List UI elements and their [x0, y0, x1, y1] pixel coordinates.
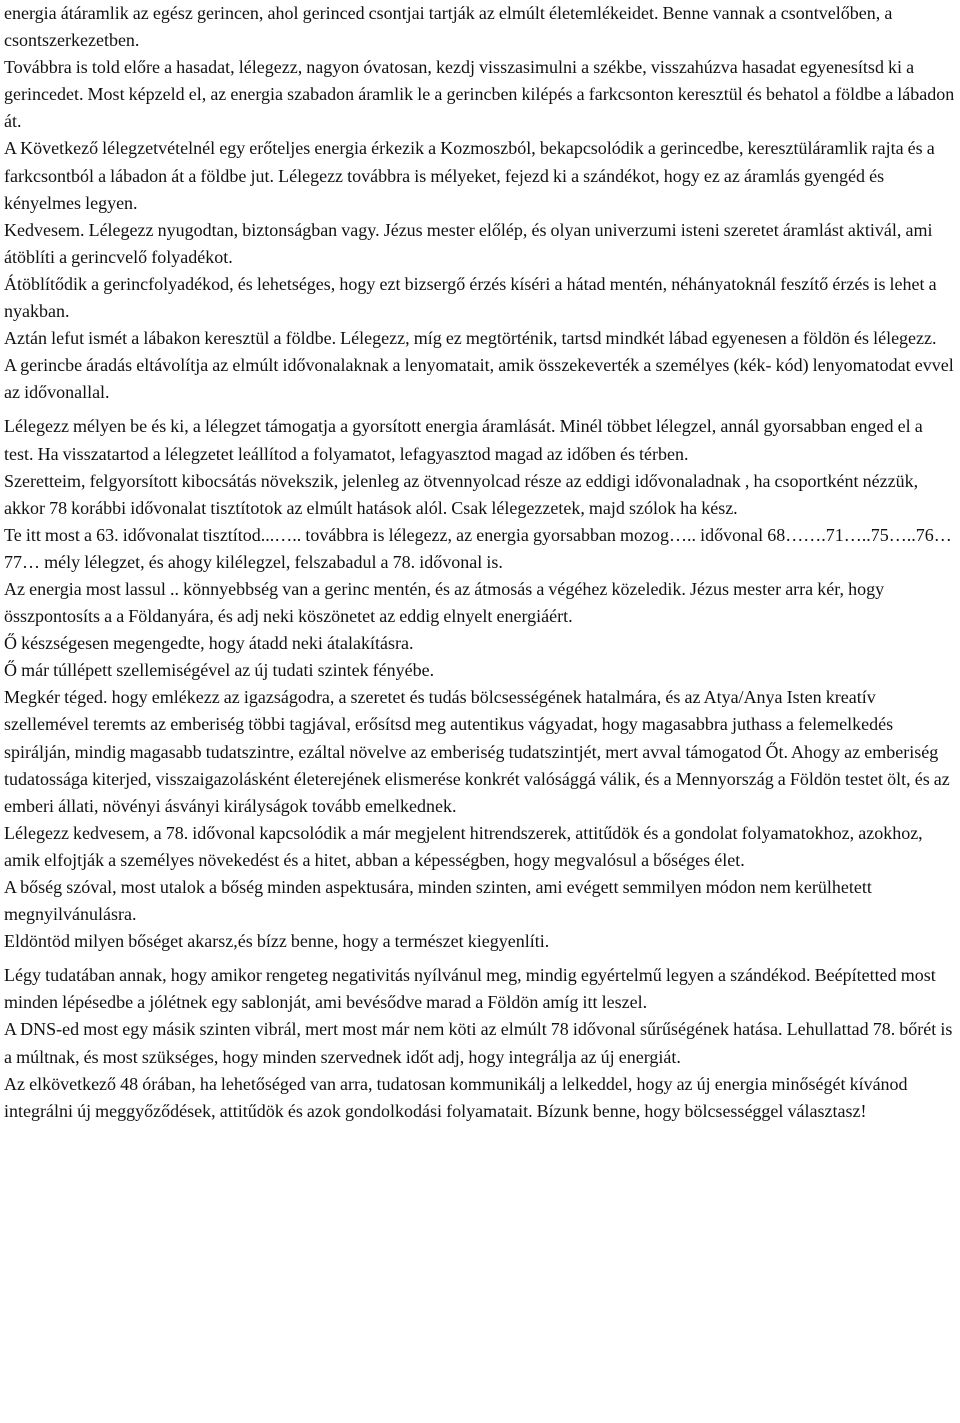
- paragraph-5: Átöblítődik a gerincfolyadékod, és lehetséges, hogy ezt bizsergő érzés kíséri a hátad mentén, néhányatoknál feszítő érzés is lehet a nyakban.: [4, 273, 937, 322]
- paragraph-3: A Következő lélegzetvételnél egy erőteljes energia érkezik a Kozmoszból, bekapcsolódik a gerincedbe, keresztüláramlik rajta és a farkcsontból a lábadon át a földbe jut. Lélegezz továbbra is mélyeket, fejezd ki a szándékot, hogy ez az áramlás gyengéd és kényelmes legyen.: [4, 138, 935, 213]
- paragraph-6: Aztán lefut ismét a lábakon keresztül a földbe. Lélegezz, míg ez megtörténik, tartsd mindkét lábad egyenesen a földön és lélegezz.: [4, 328, 937, 349]
- paragraph-20: Az elkövetkező 48 órában, ha lehetőséged van arra, tudatosan kommunikálj a lelkeddel, hogy az új energia minőségét kívánod integrálni új meggyőződések, attitűdök és azok gondolkodási folyamatait. Bízunk benne, hogy bölcsességgel választasz!: [4, 1073, 908, 1121]
- paragraph-2: Továbbra is told előre a hasadat, lélegezz, nagyon óvatosan, kezdj visszasimulni a székbe, visszahúzva hasadat egyenesítsd ki a gerincedet. Most képzeld el, az energia szabadon áramlik le a gerincben kilépés a farkcsonton keresztül és behatol a földbe a lábadon át.: [4, 57, 955, 132]
- paragraph-1: energia átáramlik az egész gerincen, ahol gerinced csontjai tartják az elmúlt életemlékeidet. Benne vannak a csontvelőben, a csontszerkezetben.: [4, 3, 893, 51]
- paragraph-17: Eldöntöd milyen bőséget akarsz,és bízz benne, hogy a természet kiegyenlíti.: [4, 931, 550, 952]
- paragraph-12: Ő készségesen megengedte, hogy átadd neki átalakításra.: [4, 633, 414, 654]
- paragraph-9: Szeretteim, felgyorsított kibocsátás növekszik, jelenleg az ötvennyolcad része az eddigi idővonaladnak , ha csoportként nézzük, akkor 78 korábbi idővonalat tisztítotok az elmúlt hatások alól. Csak lélegezzetek, majd szólok ha kész.: [4, 470, 919, 518]
- paragraph-15: Lélegezz kedvesem, a 78. idővonal kapcsolódik a már megjelent hitrendszerek, attitűdök és a gondolat folyamatokhoz, azokhoz, amik elfojtják a személyes növekedést és a hitet, abban a képességben, hogy megvalósul a bőséges élet.: [4, 822, 923, 870]
- paragraph-19: A DNS-ed most egy másik szinten vibrál, mert most már nem köti az elmúlt 78 idővonal sűrűségének hatása. Lehullattad 78. bőrét is a múltnak, és most szükséges, hogy minden szervednek időt adj, hogy integrálja az új energiát.: [4, 1019, 953, 1067]
- paragraph-13: Ő már túllépett szellemiségével az új tudati szintek fényébe.: [4, 660, 435, 681]
- paragraph-14: Megkér téged. hogy emlékezz az igazságodra, a szeretet és tudás bölcsességének hatalmára, és az Atya/Anya Isten kreatív szellemével teremts az emberiség többi tagjával, erősítsd meg autentikus vágyadat, hogy magasabbra juthass a felemelkedés spirálján, mindig magasabb tudatszintre, ezáltal növelve az emberiség tudatszintjét, mert avval támogatod Őt. Ahogy az emberiség tudatossága kiterjed, visszaigazolásként életerejének elismerése konkrét valósággá válik, és a Mennyország a Földön testet ölt, és az emberi állati, növényi ásványi királyságok tovább emelkednek.: [4, 687, 950, 816]
- paragraph-18: Légy tudatában annak, hogy amikor rengeteg negativitás nyílvánul meg, mindig egyértelmű legyen a szándékod. Beépítetted most minden lépésedbe a jólétnek egy sablonját, ami bevésődve marad a Földön amíg itt leszel.: [4, 965, 936, 1013]
- paragraph-16: A bőség szóval, most utalok a bőség minden aspektusára, minden szinten, ami evégett semmilyen módon nem kerülhetett megnyilvánulásra.: [4, 877, 872, 925]
- paragraph-11: Az energia most lassul .. könnyebbség van a gerinc mentén, és az átmosás a végéhez közeledik. Jézus mester arra kér, hogy összpontosíts a a Földanyára, és adj neki köszönetet az eddig elnyelt energiáért.: [4, 578, 885, 627]
- paragraph-7: A gerincbe áradás eltávolítja az elmúlt idővonalaknak a lenyomatait, amik összekeverték a személyes (kék- kód) lenyomatodat evvel az idővonallal.: [4, 355, 954, 403]
- paragraph-4: Kedvesem. Lélegezz nyugodtan, biztonságban vagy. Jézus mester előlép, és olyan univerzumi isteni szeretet áramlást aktivál, ami átöblíti a gerincvelő folyadékot.: [4, 219, 933, 267]
- paragraph-10: Te itt most a 63. idővonalat tisztítod...….. továbbra is lélegezz, az energia gyorsabban mozog….. idővonal 68…….71…..75…..76…77… mély lélegzet, és ahogy kilélegzel, felszabadul a 78. idővonal is.: [4, 524, 952, 572]
- paragraph-8: Lélegezz mélyen be és ki, a lélegzet támogatja a gyorsított energia áramlását. Minél többet lélegzel, annál gyorsabban enged el a test. Ha visszatartod a lélegzetet leállítod a folyamatot, lefagyasztod magad az időben és térben.: [4, 416, 923, 464]
